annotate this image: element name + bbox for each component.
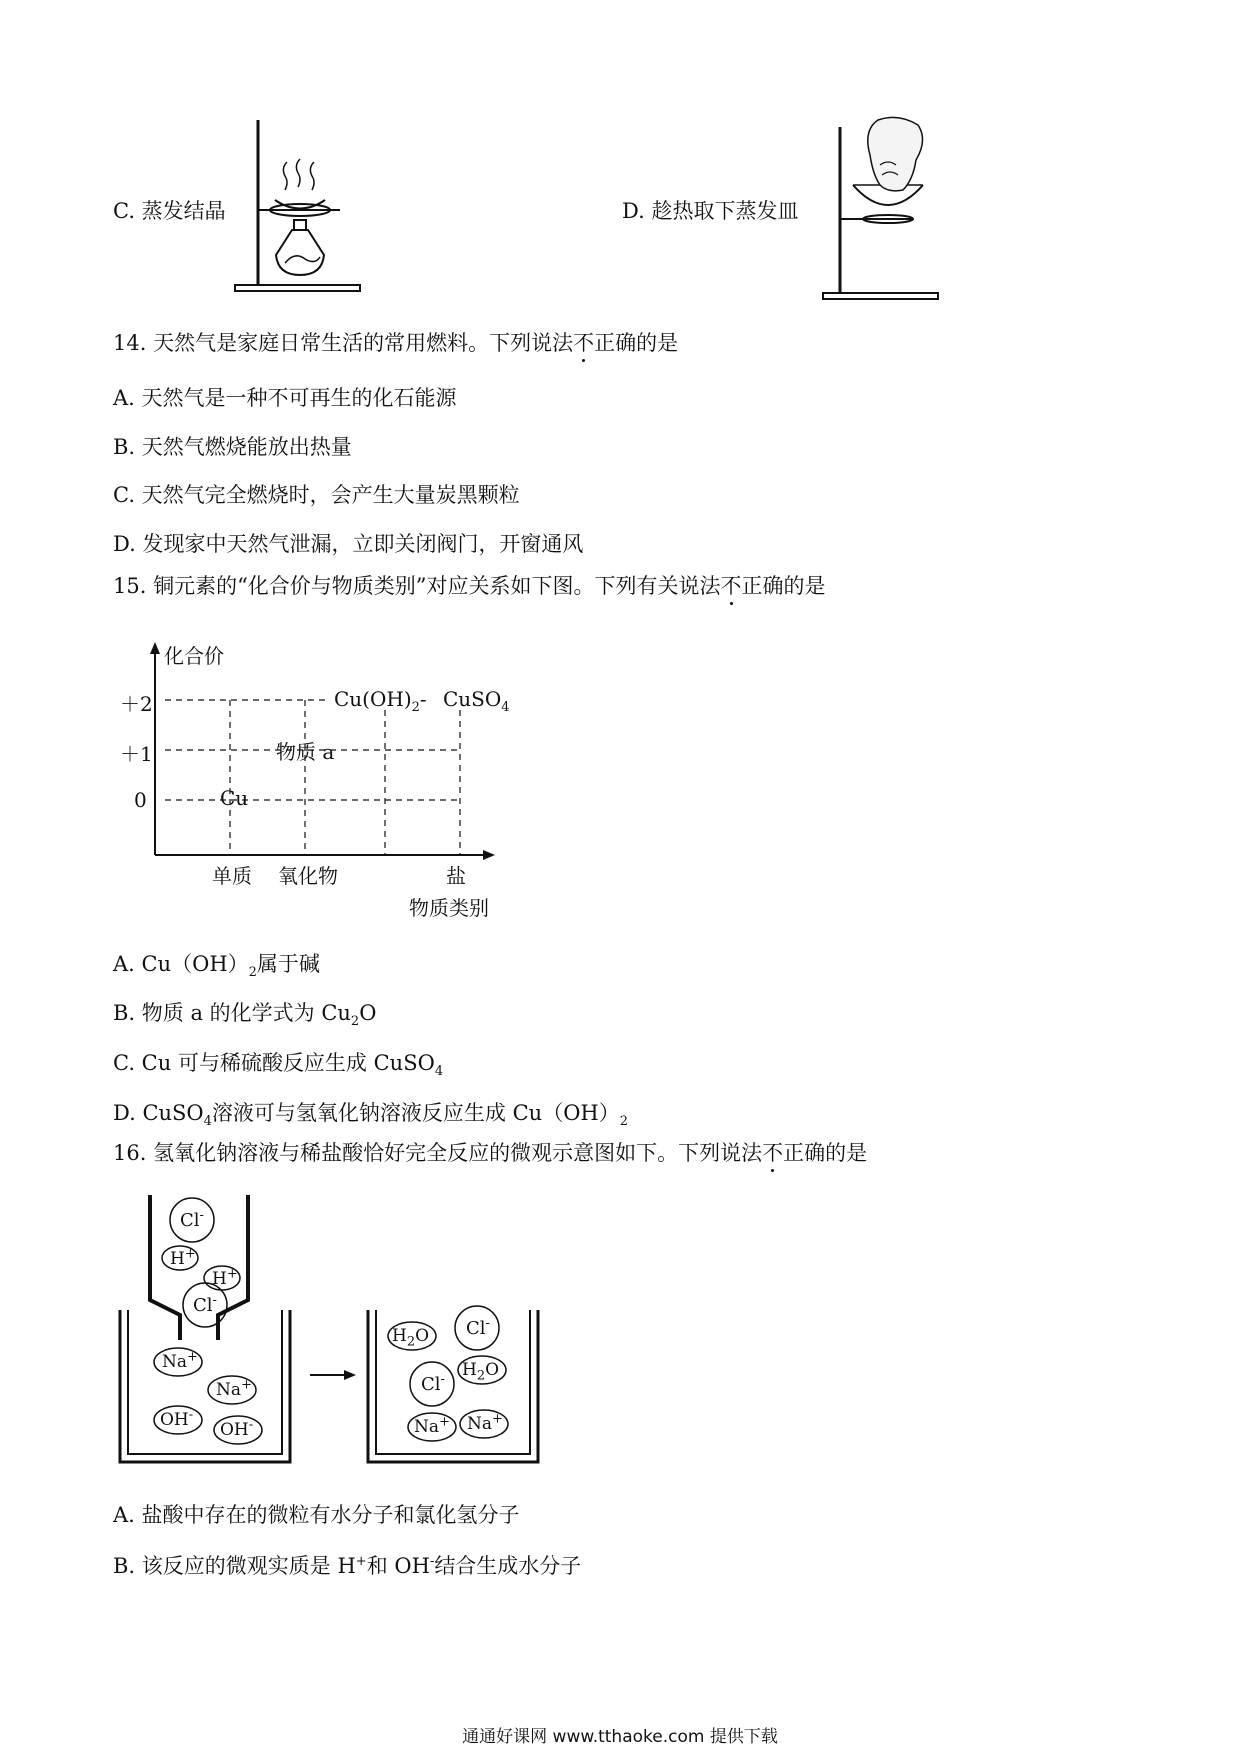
point-cu: Cu bbox=[220, 786, 249, 810]
q15-option-d: D. CuSO$_4$溶液可与氢氧化钠溶液反应生成 $Cu(OH)_2$ bbox=[113, 1101, 628, 1130]
footer-download-note: 通通好课网 www.tthaoke.com 提供下载 bbox=[462, 1727, 778, 1747]
oh-ion-1-label: OH- bbox=[160, 1407, 194, 1430]
q15-option-c: C. Cu 可与稀硫酸反应生成 CuSO$_4$ bbox=[113, 1051, 444, 1080]
y-axis-title: 化合价 bbox=[164, 644, 224, 668]
x-tick-oxide: 氧化物 bbox=[278, 864, 338, 888]
x-tick-elemental: 单质 bbox=[212, 864, 252, 888]
option-d-label: D. 趁热取下蒸发皿 bbox=[622, 199, 799, 223]
y-tick-plus1: ＋1 bbox=[120, 742, 153, 766]
h-ion-2-label: H+ bbox=[212, 1266, 238, 1289]
option-c-label: C. 蒸发结晶 bbox=[113, 199, 226, 223]
cl-ion-4-label: Cl- bbox=[421, 1372, 445, 1395]
evaporation-apparatus-figure bbox=[230, 115, 365, 295]
h2o-2-label: $H_2O$ bbox=[462, 1360, 500, 1384]
q15-option-b: B. 物质 a 的化学式为 $Cu_2O$ bbox=[113, 1001, 377, 1030]
cl-ion-1-label: Cl- bbox=[180, 1208, 204, 1231]
x-tick-salt: 盐 bbox=[446, 864, 466, 888]
y-tick-zero: 0 bbox=[134, 788, 147, 812]
q14-stem: 14. 天然气是家庭日常生活的常用燃料。下列说法不正确的是 bbox=[113, 331, 679, 355]
left-beaker bbox=[120, 1310, 290, 1462]
y-tick-plus2: ＋2 bbox=[120, 692, 153, 716]
x-axis-arrow bbox=[483, 850, 495, 860]
point-substance-a: 物质 a bbox=[276, 740, 335, 764]
q15-stem: 15. 铜元素的“化合价与物质类别”对应关系如下图。下列有关说法不正确的是 bbox=[113, 574, 826, 598]
h2o-1-label: $H_2O$ bbox=[392, 1326, 430, 1350]
na-ion-4-label: Na+ bbox=[467, 1411, 503, 1434]
point-cu-oh-2: $Cu(OH)_2-$ bbox=[334, 687, 427, 715]
oh-ion-2-label: OH- bbox=[220, 1417, 254, 1440]
q14-option-d: D. 发现家中天然气泄漏，立即关闭阀门，开窗通风 bbox=[113, 532, 584, 556]
cl-ion-2-label: Cl- bbox=[193, 1293, 217, 1316]
q15-option-a: A. $Cu(OH)_2$属于碱 bbox=[113, 952, 320, 981]
x-axis-title: 物质类别 bbox=[409, 896, 489, 920]
na-ion-1-label: Na+ bbox=[162, 1349, 198, 1372]
q16-option-b: B. 该反应的微观实质是 H+和 OH-结合生成水分子 bbox=[113, 1554, 582, 1578]
q14-option-a: A. 天然气是一种不可再生的化石能源 bbox=[113, 386, 457, 410]
na-ion-2-label: Na+ bbox=[216, 1377, 252, 1400]
h-ion-1-label: H+ bbox=[170, 1246, 196, 1269]
y-axis-arrow bbox=[150, 642, 160, 654]
q16-stem: 16. 氢氧化钠溶液与稀盐酸恰好完全反应的微观示意图如下。下列说法不正确的是 bbox=[113, 1141, 868, 1165]
q16-option-a: A. 盐酸中存在的微粒有水分子和氯化氢分子 bbox=[113, 1503, 520, 1527]
remove-dish-apparatus-figure bbox=[818, 115, 943, 305]
q14-option-b: B. 天然气燃烧能放出热量 bbox=[113, 435, 352, 459]
na-ion-3-label: Na+ bbox=[414, 1414, 450, 1437]
q14-option-c: C. 天然气完全燃烧时，会产生大量炭黑颗粒 bbox=[113, 483, 520, 507]
cl-ion-3-label: Cl- bbox=[466, 1316, 490, 1339]
point-cuso4: CuSO$_4$ bbox=[443, 687, 510, 715]
